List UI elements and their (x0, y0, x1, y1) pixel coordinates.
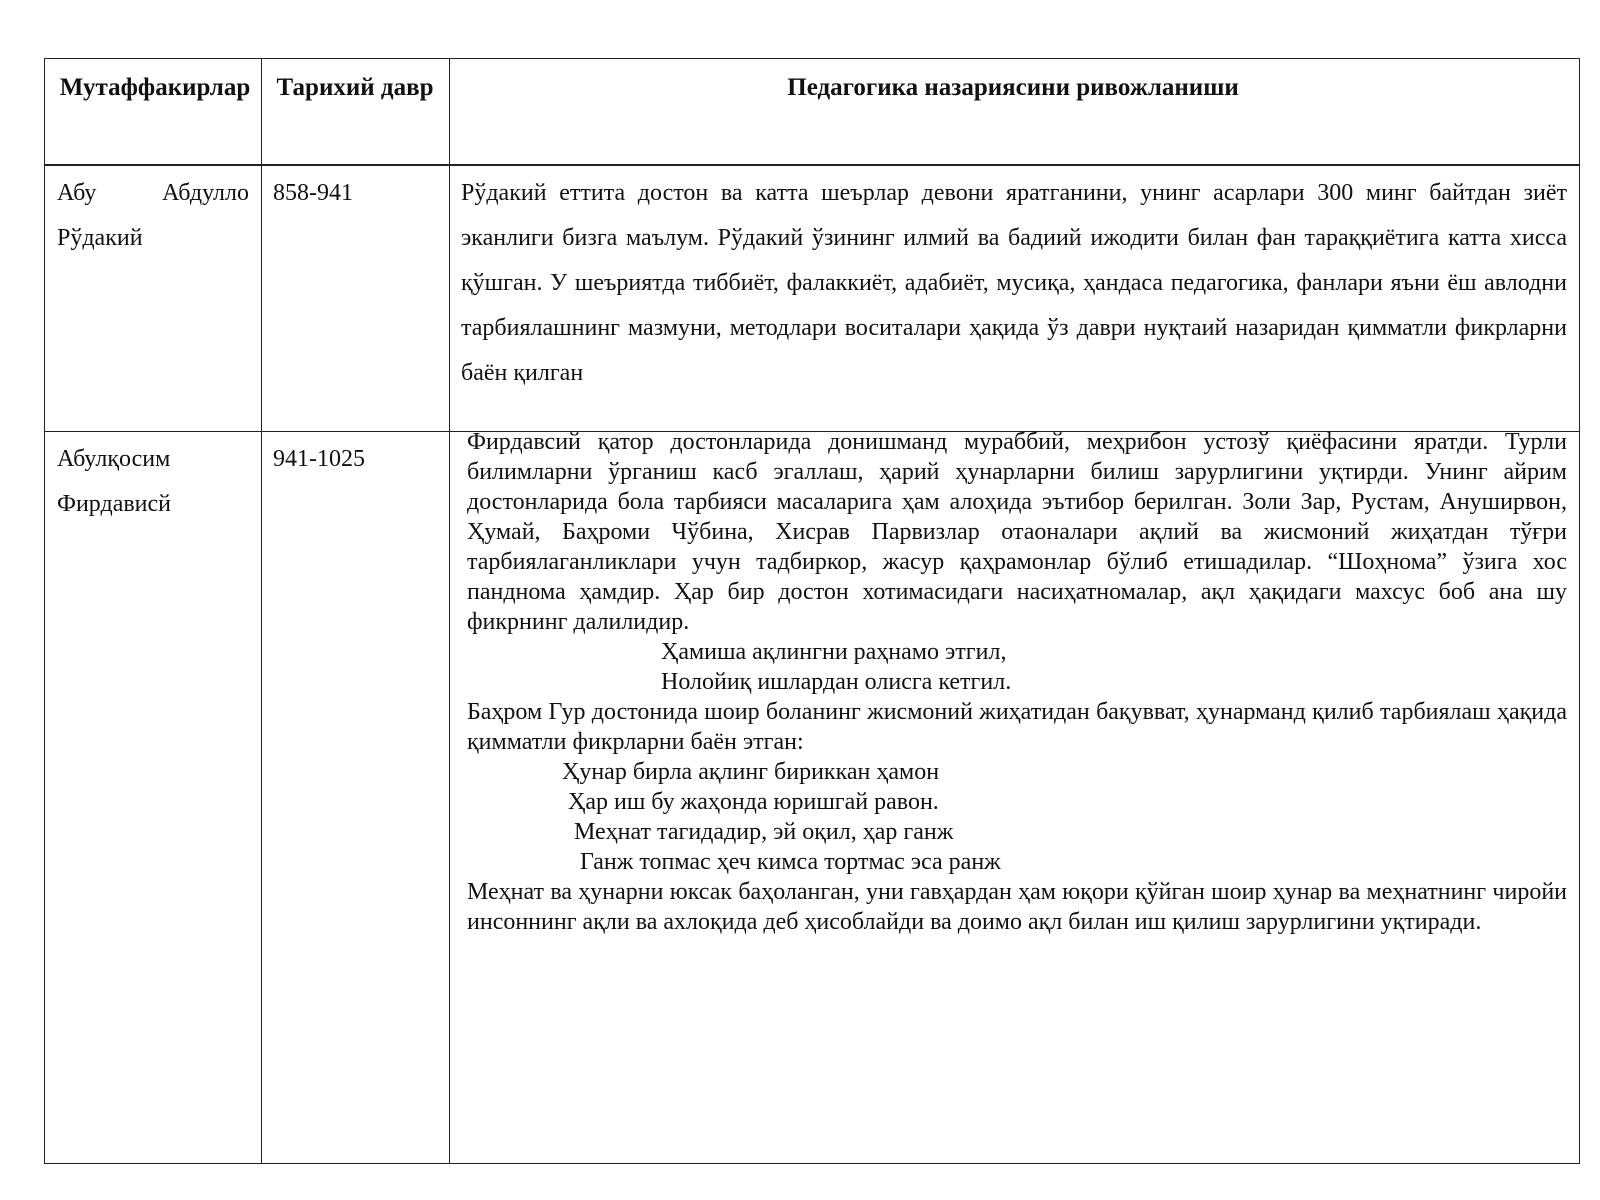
verse-line: Нолойиқ ишлардан олисга кетгил. (661, 669, 1012, 695)
column-divider (261, 59, 262, 1163)
thinker-name-firdavsi (57, 437, 249, 527)
verse-line: Ҳунар бирла ақлинг бириккан ҳамон (562, 759, 940, 785)
paragraph: Баҳром Гур достонида шоир боланинг жисмоний жиҳатидан бақувват, ҳунарманд қилиб тарбиялаш ҳақида қимматли фикрларни баён этган: (467, 699, 1567, 755)
header-divider (45, 164, 1579, 166)
paragraph: Фирдавсий қатор достонларида донишманд мураббий, меҳрибон устозў қиёфасини яратди. Турли билимларни ўрганиш касб эгаллаш, ҳарий ҳунарларни билиш зарурлигини уқтирди. Унинг айрим достонларида бола тарбияси масаларига ҳам алоҳида эътибор берилган. Золи Зар, Рустам, Ануширвон, Ҳумай, Баҳроми Чўбина, Хисрав Парвизлар отаоналари ақлий ва жисмоний жиҳатдан тўғри тарбиялаганликлари учун тадбиркор, жасур қаҳрамонлар бўлиб етишадилар. “Шоҳнома” ўзига хос пандномa ҳамдир. Ҳар бир достон хотимасидаги насиҳатномалар, ақл ҳақидаги махсус боб ана шу фикрнинг далилидир. (467, 429, 1567, 635)
verse-line: Ганж топмас ҳеч кимса тортмас эса ранж (580, 849, 1001, 875)
header-thinkers: Мутаффакирлар (59, 74, 251, 101)
column-divider (449, 59, 450, 1163)
name-part: Абу (57, 180, 97, 206)
thinker-name-rudaki (57, 171, 249, 261)
verse-line: Ҳар иш бу жаҳонда юришгай равон. (568, 789, 939, 815)
description-rudaki: Рўдакий еттита достон ва катта шеърлар девони яратганини, унинг асарлари 300 минг байтдан зиёт эканлиги бизга маълум. Рўдакий ўзининг илмий ва бадиий ижодити билан фан тараққиётига катта хисса қўшган. У шеъриятда тиббиёт, фалаккиёт, адабиёт, мусиқа, ҳандаса педагогика, фанлари яъни ёш авлодни тарбиялашнинг мазмуни, методлари воситалари ҳақида ўз даври нуқтаий назаридан қимматли фикрларни баён қилган (461, 180, 1567, 386)
verse-line: Ҳамиша ақлингни раҳнамо этгил, (661, 639, 1007, 665)
name-part: Абдулло (162, 180, 249, 206)
verse-line: Меҳнат тагидадир, эй оқил, ҳар ганж (574, 819, 954, 845)
period-firdavsi: 941-1025 (273, 446, 365, 472)
period-rudaki: 858-941 (273, 180, 353, 206)
name-part: Абулқосим (57, 446, 171, 472)
name-part: Рўдакий (57, 225, 143, 251)
description-firdavsi (467, 427, 1567, 937)
header-pedagogy-development: Педагогика назариясини ривожланиши (787, 74, 1239, 101)
document-table (44, 58, 1580, 1164)
header-historical-period: Тарихий давр (276, 74, 434, 101)
paragraph: Меҳнат ва ҳунарни юксак баҳоланган, уни гавҳардан ҳам юқори қўйган шоир ҳунар ва меҳнатнинг чиройи инсоннинг ақли ва ахлоқида деб ҳисоблайди ва доимо ақл билан иш қилиш зарурлигини уқтиради. (467, 879, 1567, 935)
name-part: Фирдависй (57, 491, 172, 517)
